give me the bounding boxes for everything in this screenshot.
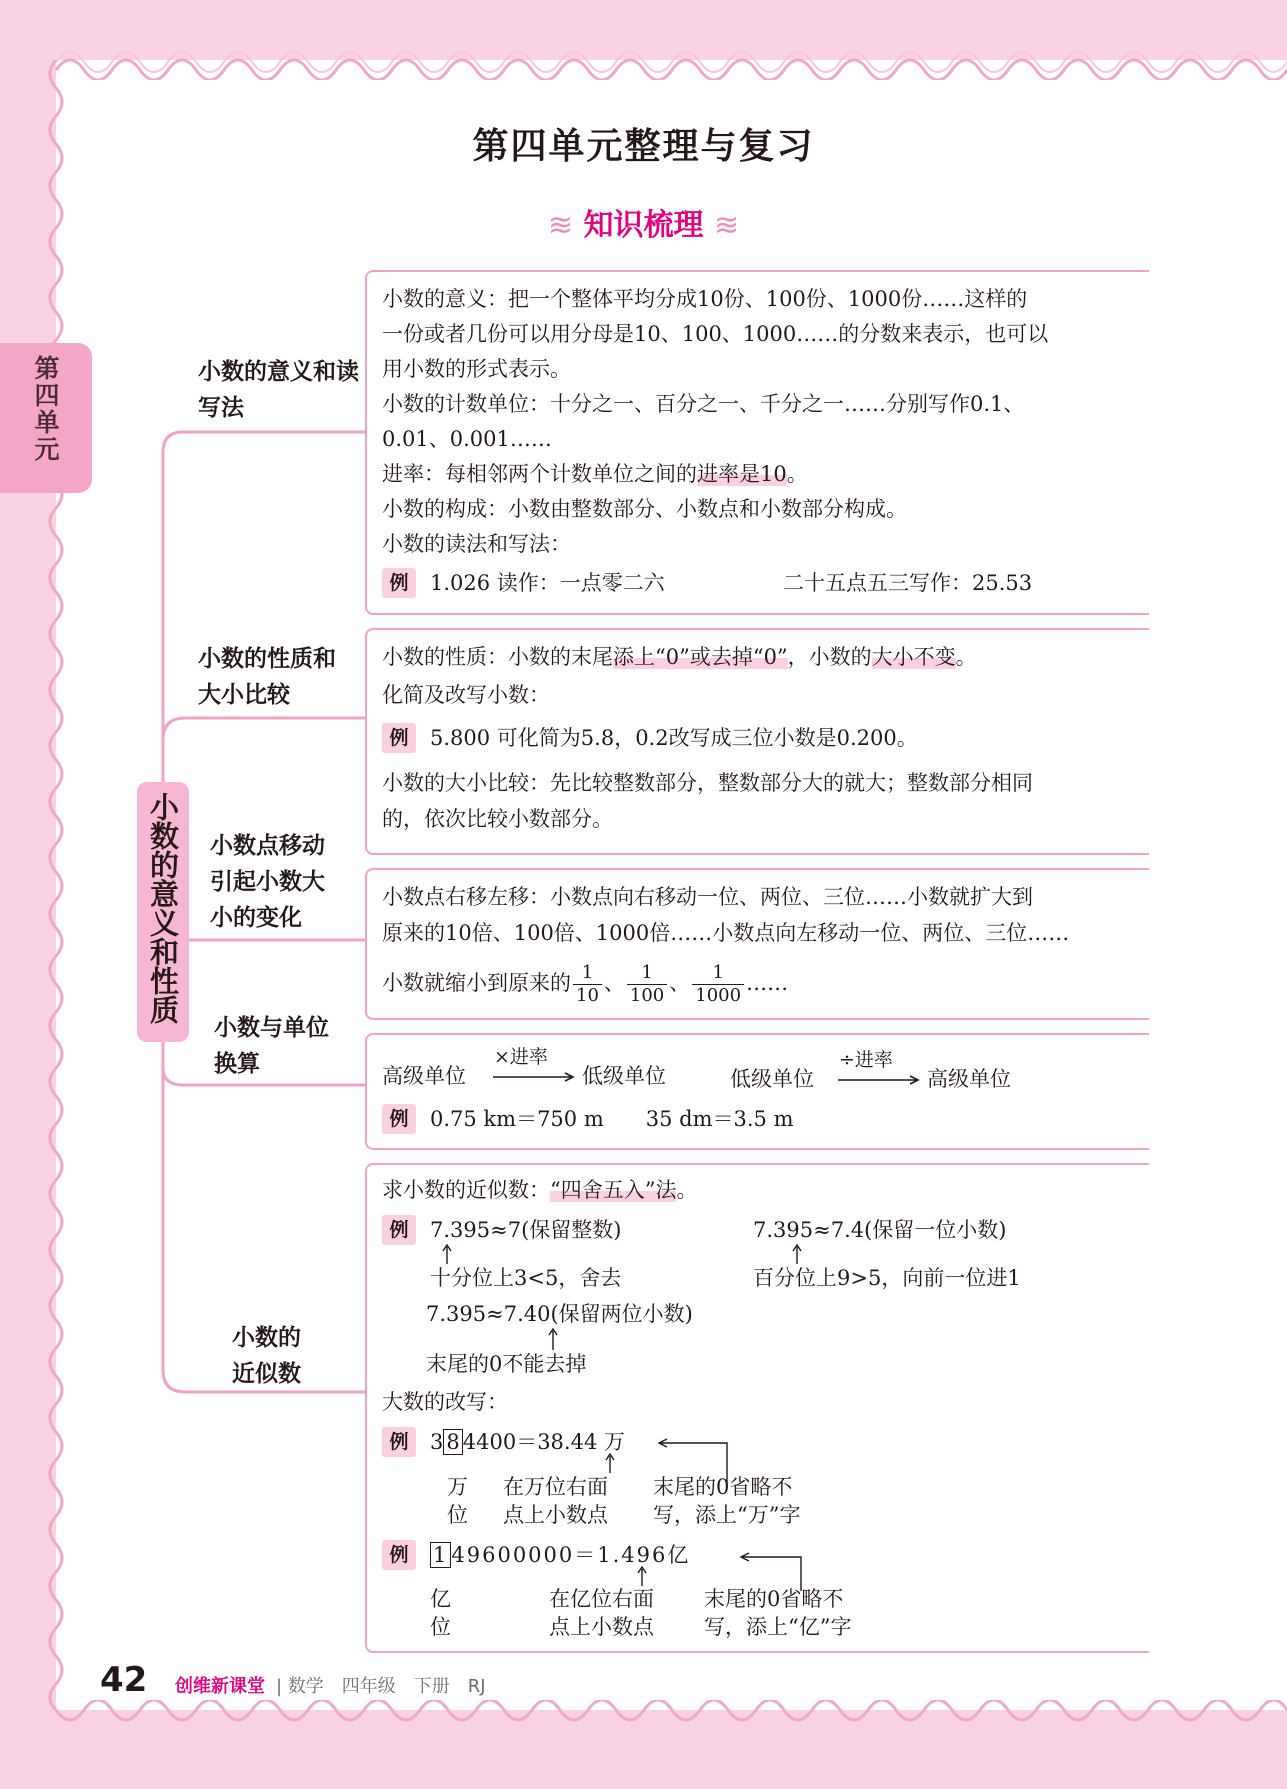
approx-example: 7.395≈7.4(保留一位小数) [753,1218,1007,1242]
example-text: 0.75 km＝750 m 35 dm＝3.5 m [430,1107,794,1131]
up-arrow-icon [637,1566,647,1586]
rewrite-note: 末尾的0省略不 写，添上“万”字 [653,1475,801,1527]
branch-decimal-properties: 小数的性质和大小比较 [198,646,336,708]
unit-low: 低级单位 [582,1064,666,1088]
page-number: 42 [100,1660,148,1700]
text-line: 一份或者几份可以用分母是10、100、1000……的分数来表示，也可以 [382,322,1049,346]
box-approximation [365,1163,1149,1653]
approx-example: 7.395≈7.40(保留两位小数) [426,1302,693,1326]
approx-example: 7.395≈7(保留整数) [430,1218,622,1242]
branch-approximation: 小数的近似数 [232,1325,301,1387]
right-arrow-icon [836,1074,922,1086]
unit-low: 低级单位 [730,1067,814,1091]
page-title: 第四单元整理与复习 [472,126,815,167]
text-line: 求小数的近似数：“四舍五入”法。 [382,1178,698,1202]
text-line: 小数的读法和写法： [382,532,571,556]
example-text: 二十五点五三写作：25.53 [783,571,1033,595]
text-line: 小数的构成：小数由整数部分、小数点和小数部分构成。 [382,497,907,521]
text-line: 小数的计数单位：十分之一、百分之一、千分之一……分别写作0.1、 [382,392,1025,416]
text-line: 进率：每相邻两个计数单位之间的进率是10。 [382,462,808,486]
text-line: 小数的大小比较：先比较整数部分，整数部分大的就大；整数部分相同 [382,771,1033,795]
section-title: ≋ 知识梳理 ≋ [547,208,740,243]
text-line: 原来的10倍、100倍、1000倍……小数点向左移动一位、两位、三位…… [382,921,1070,945]
rewrite-wan: 3 8 4400＝38.44 万 [430,1430,625,1454]
text-line-fractions: 小数就缩小到原来的 $\frac{1}{10}$ 、 $\frac{1}{100}$ 、 $\frac{1}{1000}$ …… [382,962,789,1006]
text-line: 小数点右移左移：小数点向右移动一位、两位、三位……小数就扩大到 [382,885,1033,909]
text-line: 的，依次比较小数部分。 [382,807,613,831]
up-arrow-icon [605,1453,615,1473]
example-badge: 例 [382,1104,416,1134]
example-badge: 例 [382,723,416,753]
unit-high: 高级单位 [927,1067,1011,1091]
text-line: 用小数的形式表示。 [382,357,571,381]
example-text: 5.800 可化简为5.8，0.2改写成三位小数是0.200。 [430,726,918,750]
text-line: 小数的意义：把一个整体平均分成10份、100份、1000份……这样的 [382,287,1028,311]
wave-deco-icon: ≋ [547,208,574,243]
text-line: 0.01、0.001…… [382,427,552,451]
fraction: $\frac{1}{10}$ [573,962,602,1007]
rewrite-note: 万 位 [447,1475,468,1527]
rewrite-note: 末尾的0省略不 写，添上“亿”字 [704,1587,852,1639]
arrow-label: ÷进率 [839,1049,893,1071]
branch-point-movement: 小数点移动引起小数大小的变化 [210,833,325,931]
footer-brand: 创维新课堂 [175,1676,265,1697]
approx-note: 百分位上9>5，向前一位进1 [753,1266,1021,1290]
unit-high: 高级单位 [382,1064,466,1088]
right-arrow-icon [491,1071,577,1083]
rewrite-yi: 1 49600000＝1.496亿 [430,1540,690,1570]
unit-side-tab: 第四单元 [0,343,92,493]
example-badge: 例 [382,1215,416,1245]
example-badge: 例 [382,568,416,598]
box-point-movement [365,868,1149,1020]
rewrite-note: 在万位右面 点上小数点 [503,1475,608,1527]
example-badge: 例 [382,1427,416,1457]
box-decimal-meaning [365,270,1149,615]
fraction: $\frac{1}{100}$ [627,962,667,1007]
mindmap-root: 小数的意义和性质 [137,782,189,1042]
footer-book-info: | 数学 四年级 下册 RJ [276,1676,486,1697]
branch-unit-conversion: 小数与单位换算 [214,1015,329,1077]
approx-note: 末尾的0不能去掉 [426,1352,587,1376]
rewrite-note: 在亿位右面 点上小数点 [549,1587,654,1639]
branch-decimal-meaning: 小数的意义和读写法 [198,359,359,421]
up-arrow-icon [548,1328,558,1350]
approx-note: 十分位上3<5，舍去 [430,1266,622,1290]
example-text: 1.026 读作：一点零二六 [430,571,665,595]
up-arrow-icon [442,1244,452,1264]
rewrite-note: 亿 位 [430,1587,451,1639]
text-line: 化简及改写小数： [382,683,550,707]
wave-deco-icon: ≋ [713,208,740,243]
box-unit-conversion [365,1033,1149,1150]
text-line: 大数的改写： [382,1390,508,1414]
box-decimal-properties [365,628,1149,855]
arrow-label: ×进率 [494,1046,548,1068]
up-arrow-icon [792,1244,802,1264]
example-badge: 例 [382,1540,416,1570]
fraction: $\frac{1}{1000}$ [692,962,744,1007]
text-line: 小数的性质：小数的末尾添上“0”或去掉“0”，小数的大小不变。 [382,645,977,669]
